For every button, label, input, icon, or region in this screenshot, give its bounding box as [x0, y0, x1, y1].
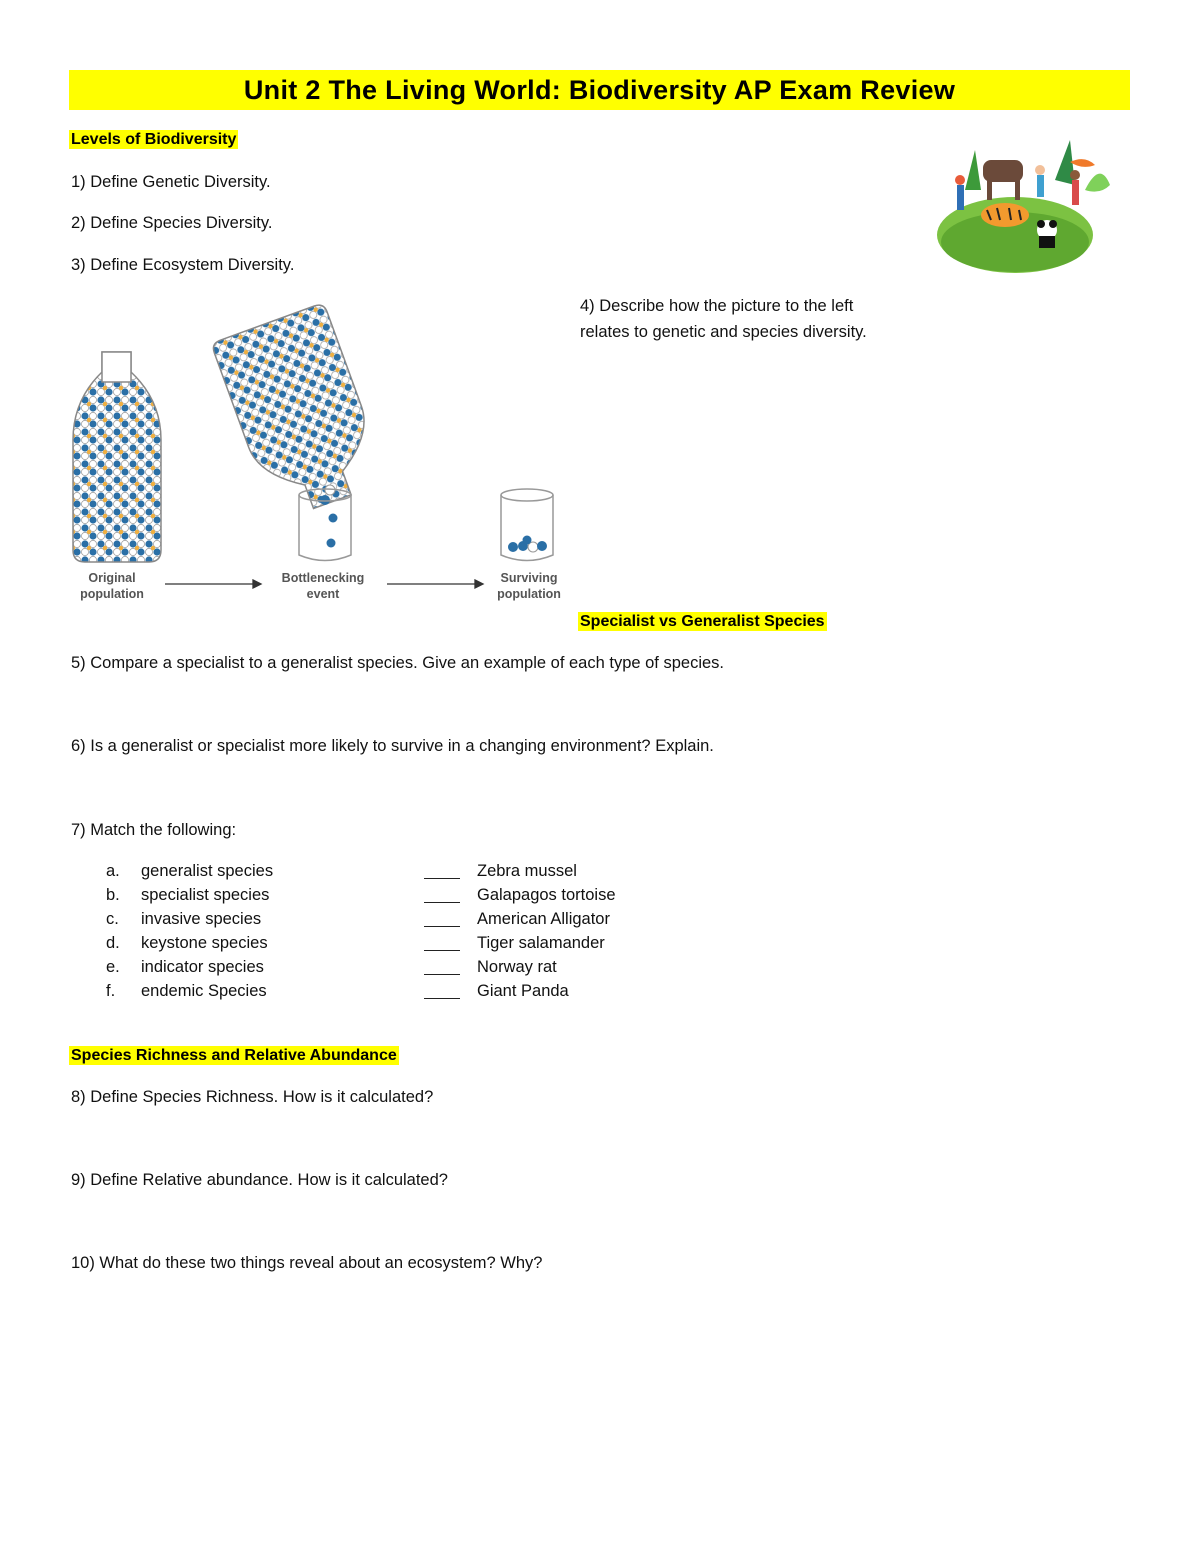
page-title: Unit 2 The Living World: Biodiversity AP Exam Review — [243, 74, 956, 105]
question-1: 1) Define Genetic Diversity. — [71, 173, 271, 191]
question-10: 10) What do these two things reveal about an ecosystem? Why? — [71, 1254, 543, 1272]
match-term: indicator species — [141, 958, 264, 976]
match-term: keystone species — [141, 934, 268, 952]
match-term: generalist species — [141, 862, 274, 880]
question-8: 8) Define Species Richness. How is it calculated? — [71, 1088, 434, 1106]
biodiversity-illustration — [935, 130, 1115, 275]
match-answer: Galapagos tortoise — [477, 886, 616, 904]
label-original-1: Original — [88, 571, 136, 585]
answer-blank[interactable] — [424, 864, 460, 884]
match-answer: Zebra mussel — [477, 862, 577, 880]
match-answer: Norway rat — [477, 958, 557, 976]
question-2: 2) Define Species Diversity. — [71, 214, 273, 232]
section-heading-levels: Levels of Biodiversity — [71, 131, 237, 148]
label-surviving-2: population — [497, 587, 561, 601]
answer-blank[interactable] — [424, 960, 460, 980]
match-answer: Giant Panda — [477, 982, 569, 1000]
bottleneck-diagram — [65, 300, 575, 605]
label-original-2: population — [80, 587, 144, 601]
section-heading-specialist: Specialist vs Generalist Species — [580, 613, 825, 630]
original-population-bottle — [73, 352, 161, 562]
question-4-line-2: relates to genetic and species diversity. — [580, 323, 867, 341]
match-term: invasive species — [141, 910, 262, 928]
answer-blank[interactable] — [424, 936, 460, 956]
title-banner — [69, 70, 1130, 110]
match-term-letter: d. — [106, 934, 120, 952]
match-term-letter: c. — [106, 910, 119, 928]
match-term-letter: a. — [106, 862, 120, 880]
match-term-letter: f. — [106, 982, 116, 1000]
label-event-2: event — [306, 587, 340, 601]
question-6: 6) Is a generalist or specialist more likely to survive in a changing environment? Explain. — [71, 737, 714, 755]
match-term-letter: b. — [106, 886, 120, 904]
answer-blank[interactable] — [424, 888, 460, 908]
match-answer: American Alligator — [477, 910, 610, 928]
label-surviving-1: Surviving — [500, 571, 558, 585]
match-answer: Tiger salamander — [477, 934, 605, 952]
answer-blank[interactable] — [424, 912, 460, 932]
question-3: 3) Define Ecosystem Diversity. — [71, 256, 295, 274]
label-event-1: Bottlenecking — [281, 571, 365, 585]
surviving-population-glass — [501, 489, 553, 561]
match-term: specialist species — [141, 886, 270, 904]
match-term: endemic Species — [141, 982, 267, 1000]
match-term-letter: e. — [106, 958, 120, 976]
question-5: 5) Compare a specialist to a generalist species. Give an example of each type of species. — [71, 654, 725, 672]
question-9: 9) Define Relative abundance. How is it calculated? — [71, 1171, 448, 1189]
tilted-bottle — [211, 303, 389, 523]
answer-blank[interactable] — [424, 984, 460, 1004]
question-4-line-1: 4) Describe how the picture to the left — [580, 297, 854, 315]
section-heading-richness: Species Richness and Relative Abundance — [71, 1047, 397, 1064]
question-7: 7) Match the following: — [71, 821, 237, 839]
